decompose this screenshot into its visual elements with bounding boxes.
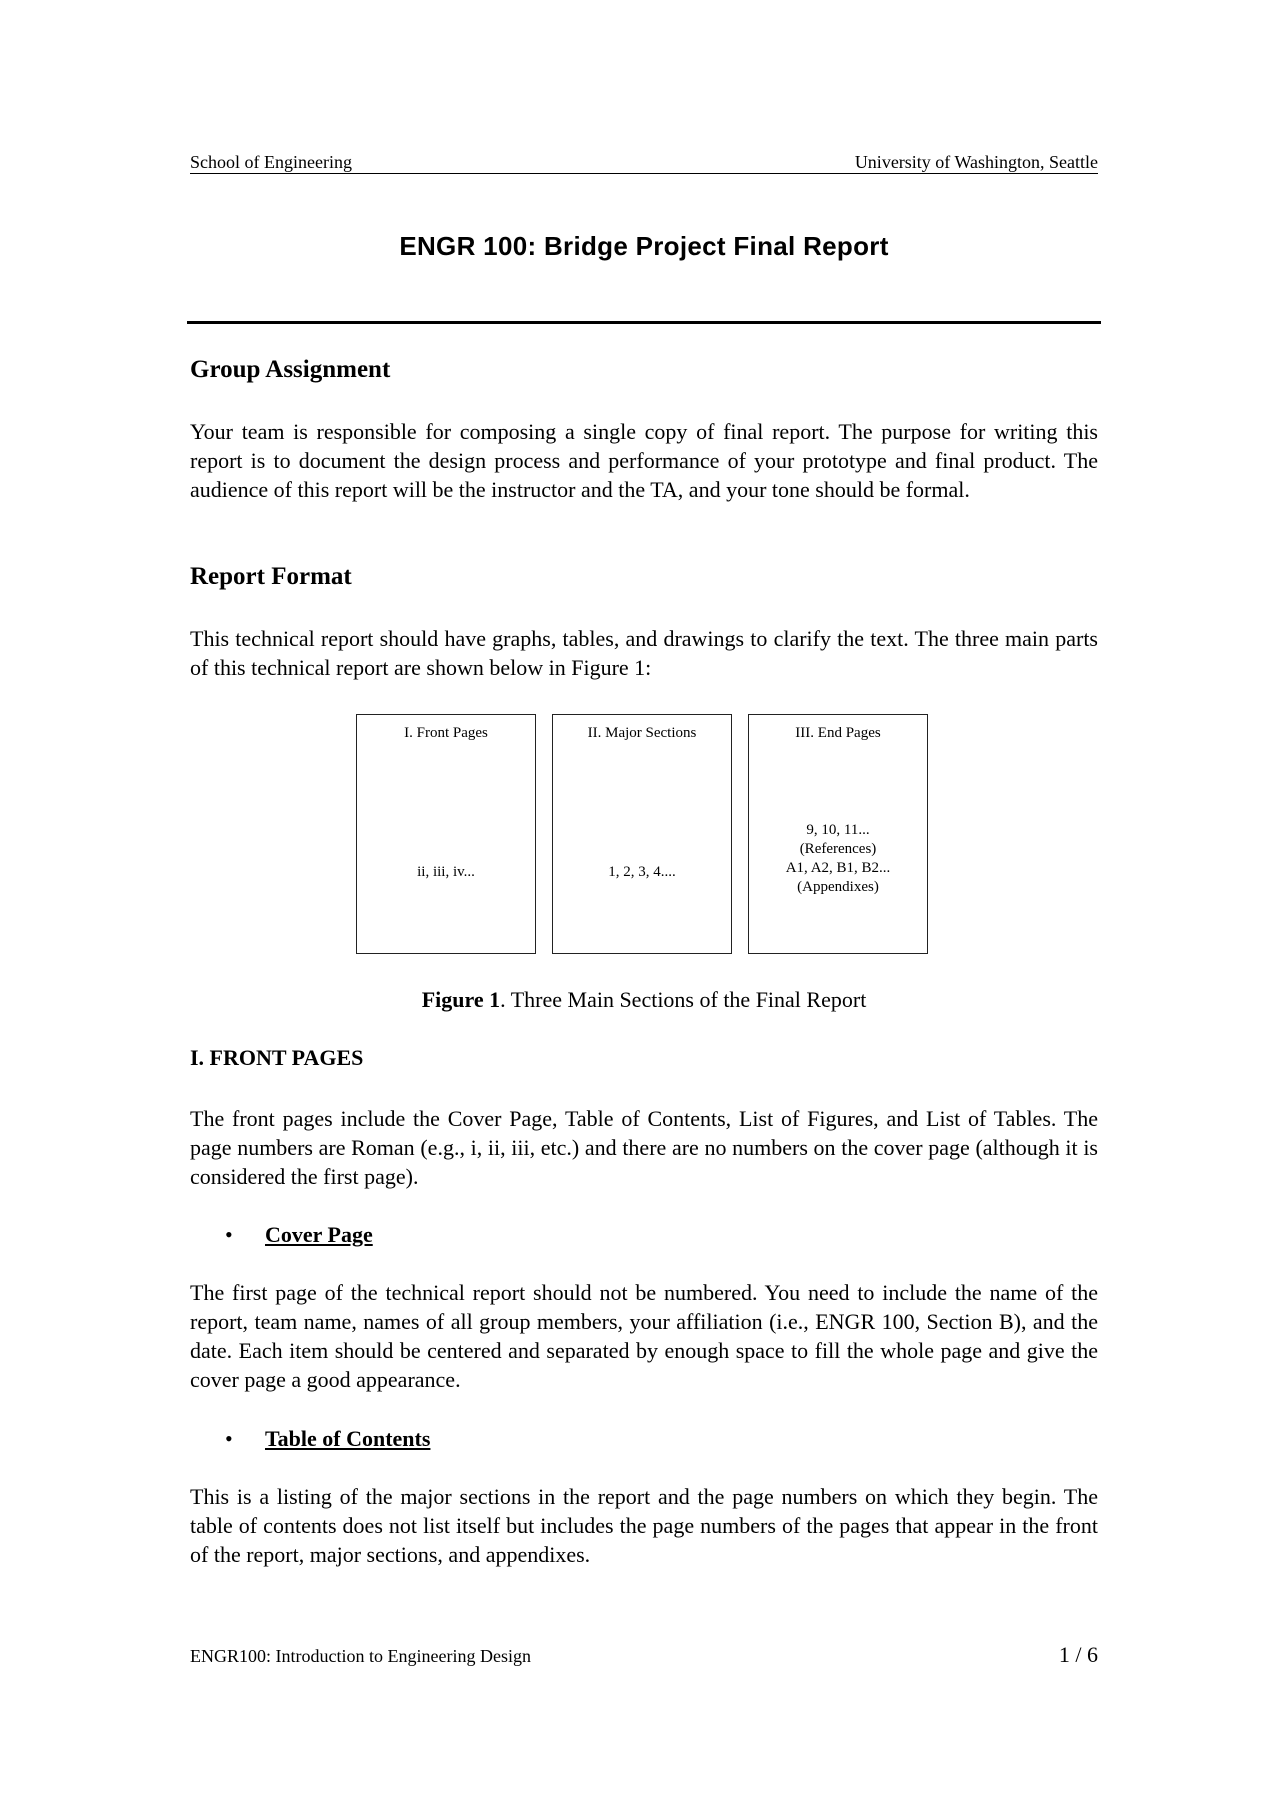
figure-caption bbox=[190, 987, 1098, 1013]
box-title: III. End Pages bbox=[795, 725, 881, 741]
figure-box-front-pages bbox=[356, 714, 536, 954]
appendix-label: (Appendixes) bbox=[797, 879, 879, 895]
page-header bbox=[190, 152, 1098, 174]
box-title: I. Front Pages bbox=[404, 725, 488, 741]
heading-group-assignment: Group Assignment bbox=[190, 356, 391, 383]
header-university: University of Washington, Seattle bbox=[854, 152, 1098, 172]
bullet-table-of-contents bbox=[225, 1426, 430, 1452]
paragraph-front-pages: The front pages include the Cover Page, Table of Contents, List of Figures, and List of Tables. The page numbers are Roman (e.g., i, ii, iii, etc.) and there are no numbers on the cover page (although it is considered the first page). bbox=[190, 1106, 1098, 1189]
appendix-numbers: A1, A2, B1, B2... bbox=[785, 860, 891, 876]
title-divider bbox=[187, 321, 1101, 324]
header-school: School of Engineering bbox=[190, 152, 352, 172]
bullet-label: Table of Contents bbox=[265, 1426, 431, 1451]
paragraph-table-of-contents: This is a listing of the major sections in the report and the page numbers on which they begin. The table of contents does not list itself but includes the page numbers of the pages that appear in the front of the report, major sections, and appendixes. bbox=[190, 1484, 1098, 1567]
box-page-numbers: ii, iii, iv... bbox=[417, 864, 475, 880]
paragraph-report-format: This technical report should have graphs, tables, and drawings to clarify the text. The three main parts of this technical report are shown below in Figure 1: bbox=[190, 626, 1098, 680]
bullet-cover-page bbox=[225, 1222, 373, 1248]
paragraph-group-assignment: Your team is responsible for composing a single copy of final report. The purpose for writing this report is to document the design process and performance of your prototype and final product. The audience of this report will be the instructor and the TA, and your tone should be formal. bbox=[190, 419, 1098, 502]
bullet-icon: • bbox=[225, 1222, 233, 1247]
references-numbers: 9, 10, 11... bbox=[806, 822, 870, 838]
caption-text: . Three Main Sections of the Final Report bbox=[500, 987, 867, 1012]
box-page-numbers: 1, 2, 3, 4.... bbox=[608, 864, 676, 880]
figure-1 bbox=[356, 714, 934, 958]
paragraph-cover-page: The first page of the technical report should not be numbered. You need to include the name of the report, team name, names of all group members, your affiliation (i.e., ENGR 100, Section B), and the date. Each item should be centered and separated by enough space to fill the whole page and give the cover page a good appearance. bbox=[190, 1280, 1098, 1392]
bullet-icon: • bbox=[225, 1426, 233, 1451]
document-title: ENGR 100: Bridge Project Final Report bbox=[399, 231, 889, 261]
box-page-numbers bbox=[749, 821, 927, 897]
page-number: 1 / 6 bbox=[1058, 1642, 1098, 1667]
references-label: (References) bbox=[799, 841, 877, 857]
box-title: II. Major Sections bbox=[587, 725, 697, 741]
footer-course: ENGR100: Introduction to Engineering Design bbox=[190, 1646, 531, 1666]
caption-label: Figure 1 bbox=[421, 987, 501, 1012]
bullet-label: Cover Page bbox=[265, 1222, 373, 1247]
heading-report-format: Report Format bbox=[190, 563, 352, 590]
figure-box-end-pages bbox=[748, 714, 928, 954]
heading-front-pages: I. FRONT PAGES bbox=[190, 1045, 364, 1070]
figure-box-major-sections bbox=[552, 714, 732, 954]
